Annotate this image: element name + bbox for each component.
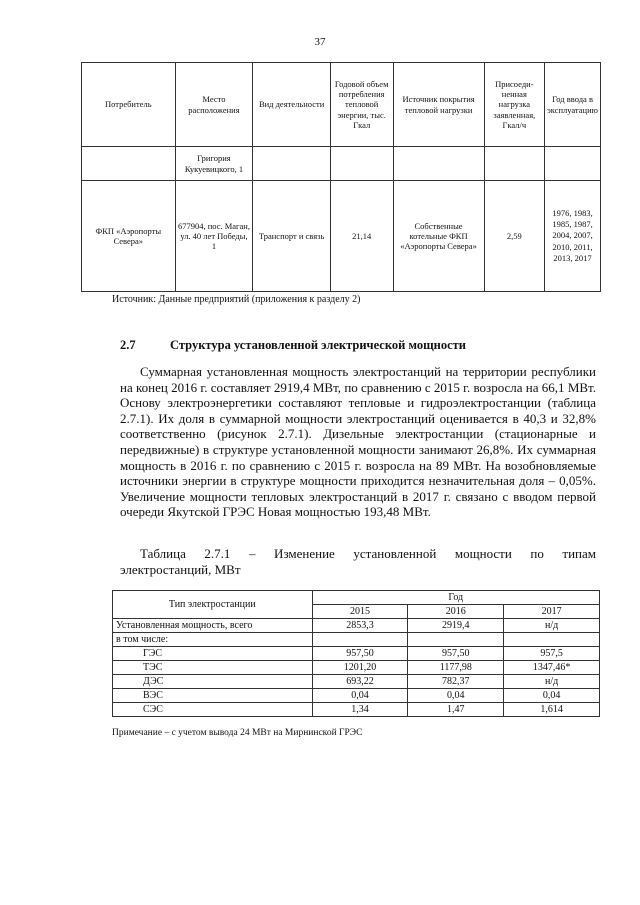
section-title: Структура установленной электрической мощности — [170, 338, 466, 352]
header-activity: Вид деятельности — [253, 63, 330, 147]
header-location: Место расположения — [175, 63, 253, 147]
source-note: Источник: Данные предприятий (приложения к разделу 2) — [112, 294, 361, 305]
capacity-table — [112, 590, 600, 717]
header-2016: 2016 — [408, 605, 504, 619]
header-year: Год ввода в эксплуатацию — [545, 63, 601, 147]
table-row: ВЭС 0,04 0,04 0,04 — [113, 689, 600, 703]
table-note: Примечание – с учетом вывода 24 МВт на Мирнинской ГРЭС — [112, 728, 363, 738]
table-header-row — [82, 63, 601, 147]
header-consumer: Потребитель — [82, 63, 176, 147]
row-label: ГЭС — [113, 647, 313, 661]
table-row: Установленная мощность, всего 2853,3 2919,4 н/д — [113, 619, 600, 633]
table-row: ГЭС 957,50 957,50 957,5 — [113, 647, 600, 661]
cell-load: 2,59 — [484, 181, 545, 292]
row-label: ВЭС — [113, 689, 313, 703]
heat-consumers-table — [81, 62, 601, 292]
header-type: Тип электростанции — [113, 591, 313, 619]
cell-volume: 21,14 — [330, 181, 393, 292]
table-header-row — [113, 591, 600, 605]
header-2015: 2015 — [312, 605, 408, 619]
row-label: СЭС — [113, 703, 313, 717]
row-label: в том числе: — [113, 633, 313, 647]
section-number: 2.7 — [120, 338, 136, 352]
table-row — [82, 181, 601, 292]
table-row: СЭС 1,34 1,47 1,614 — [113, 703, 600, 717]
header-2017: 2017 — [504, 605, 600, 619]
row-label: ТЭС — [113, 661, 313, 675]
cell-consumer: ФКП «Аэропорты Севера» — [82, 181, 176, 292]
body-paragraph: Суммарная установленная мощность электростанций на территории республики на конец 2016 г. составляет 2919,4 МВт, по сравнению с 2015 г. возросла на 66,1 МВт. Основу электроэнергетики составляют тепловые и гидроэлектростанции (таблица 2.7.1). Их доля в суммарной мощности электростанций оценивается в 40,3 и 32,8% соответственно (рисунок 2.7.1). Дизельные электростанции (стационарные и передвижные) в структуре установленной мощности занимают 26,8%. Их суммарная мощность в 2016 г. по сравнению с 2015 г. возросла на 89 МВт. На возобновляемые источники энергии в структуре мощности приходится незначительная доля – 0,05%. Увеличение мощности тепловых электростанций в 2017 г. связано с вводом первой очереди Якутской ГРЭС Новая мощностью 193,48 МВт. — [120, 364, 596, 520]
section-heading — [120, 338, 466, 353]
cell-location: 677904, пос. Маган, ул. 40 лет Победы, 1 — [175, 181, 253, 292]
cell-years: 1976, 1983, 1985, 1987, 2004, 2007, 2010, 2011, 2013, 2017 — [545, 181, 601, 292]
header-volume: Годовой объем потребления тепловой энергии, тыс. Гкал — [330, 63, 393, 147]
table-caption-continued: электростанций, МВт — [120, 562, 241, 577]
cell-source: Собственные котельные ФКП «Аэропорты Севера» — [393, 181, 484, 292]
page-number: 37 — [314, 36, 326, 48]
row-label: ДЭС — [113, 675, 313, 689]
cell-location: Григория Кукуевицкого, 1 — [175, 147, 253, 181]
table-row — [113, 633, 600, 647]
cell-activity: Транспорт и связь — [253, 181, 330, 292]
table-row: ДЭС 693,22 782,37 н/д — [113, 675, 600, 689]
table-row — [82, 147, 601, 181]
header-load: Присоеди-ненная нагрузка заявленная, Гкал/ч — [484, 63, 545, 147]
table-caption: Таблица 2.7.1 – Изменение установленной мощности по типам — [140, 546, 596, 561]
header-year: Год — [312, 591, 599, 605]
table-row: ТЭС 1201,20 1177,98 1347,46* — [113, 661, 600, 675]
row-label: Установленная мощность, всего — [113, 619, 313, 633]
header-source: Источник покрытия тепловой нагрузки — [393, 63, 484, 147]
